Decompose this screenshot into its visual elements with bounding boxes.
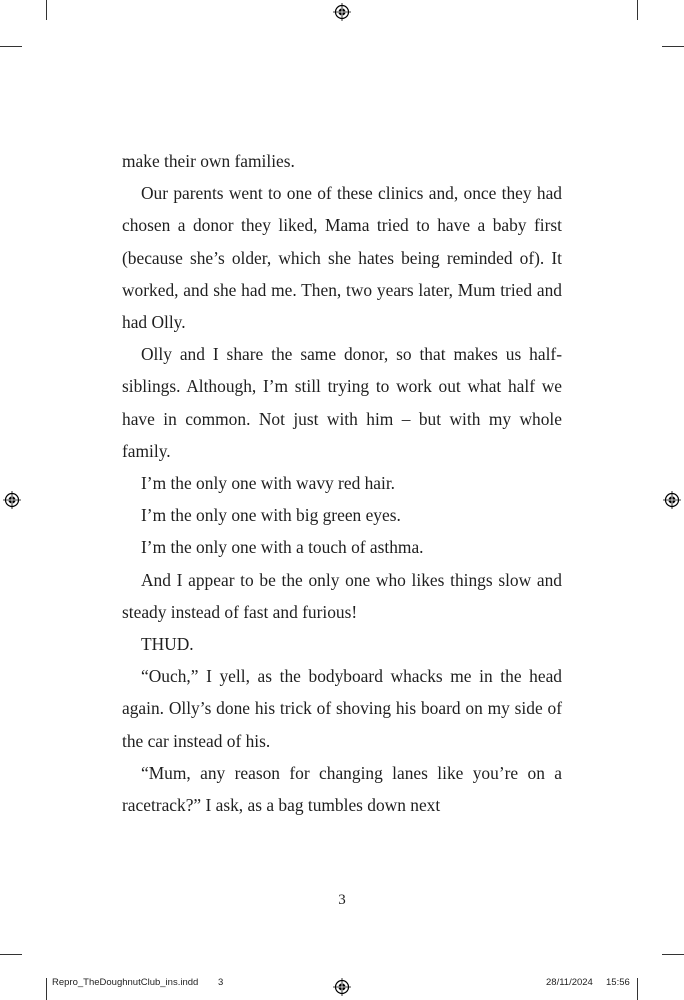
crop-mark-top-right	[637, 0, 638, 20]
body-text	[122, 145, 562, 821]
paragraph: Olly and I share the same donor, so that makes us half-siblings. Although, I’m still trying to work out what half we have in common. Not just with him – but with my whole family.	[122, 344, 562, 461]
crop-mark-top-left	[46, 0, 47, 20]
page-number: 3	[338, 892, 346, 908]
slug-time: 15:56	[606, 977, 630, 988]
paragraph: THUD.	[141, 634, 194, 655]
crop-mark-bottom-right	[637, 978, 638, 1000]
slug-page: 3	[218, 977, 224, 988]
registration-mark-right-icon	[663, 491, 681, 509]
registration-mark-bottom-icon	[333, 978, 351, 996]
slug-filename: Repro_TheDoughnutClub_ins.indd	[52, 977, 199, 988]
paragraph: I’m the only one with big green eyes.	[141, 505, 401, 526]
paragraph: And I appear to be the only one who likes things slow and steady instead of fast and furious!	[122, 569, 562, 622]
crop-mark-left-lower	[0, 954, 22, 955]
crop-mark-right-lower	[662, 954, 684, 955]
crop-mark-left-upper	[0, 46, 22, 47]
crop-mark-bottom-left	[46, 978, 47, 1000]
paragraph: “Ouch,” I yell, as the bodyboard whacks me in the head again. Olly’s done his trick of shoving his board on my side of the car instead of his.	[122, 666, 562, 751]
paragraph: Our parents went to one of these clinics and, once they had chosen a donor they liked, Mama tried to have a baby first (because she’s older, which she hates being reminded of). It worked, and she had me. Then, two years later, Mum tried and had Olly.	[122, 183, 562, 333]
slug-date: 28/11/2024	[546, 977, 593, 988]
paragraph: make their own families.	[122, 151, 295, 171]
paragraph: “Mum, any reason for changing lanes like you’re on a racetrack?” I ask, as a bag tumbles down next	[122, 762, 562, 816]
paragraph: I’m the only one with wavy red hair.	[141, 473, 396, 494]
crop-mark-right-upper	[662, 46, 684, 47]
registration-mark-left-icon	[3, 491, 21, 509]
registration-mark-top-icon	[333, 3, 351, 21]
paragraph: I’m the only one with a touch of asthma.	[141, 537, 424, 558]
